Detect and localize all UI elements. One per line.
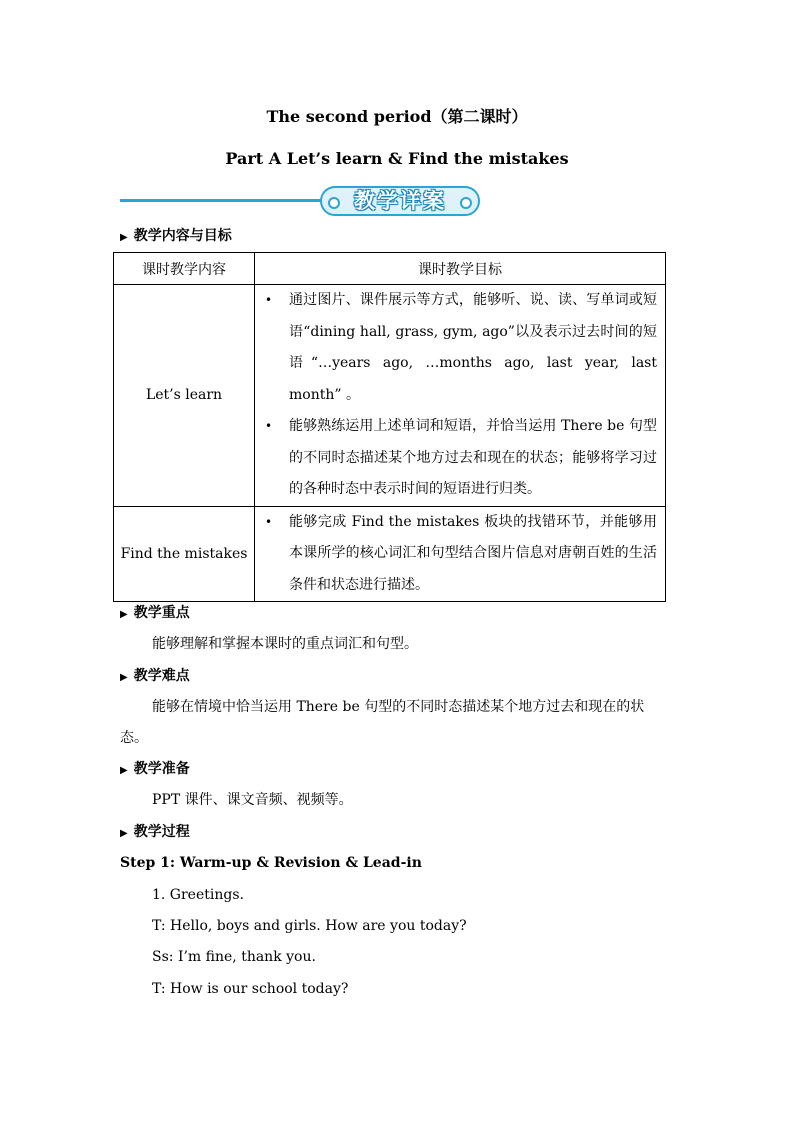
goal-item: • 能够熟练运用上述单词和短语，并恰当运用 There be 句型的不同时态描述某个地方过去和现在的状态；能够将学习过的各种时态中表示时间的短语进行归类。 — [255, 411, 665, 506]
section-heading-process: ▶ 教学过程 — [120, 824, 190, 840]
section-heading-objectives: ▶ 教学内容与目标 — [120, 228, 232, 244]
process-line: T: Hello, boys and girls. How are you today? — [152, 918, 467, 934]
process-line: T: How is our school today? — [152, 981, 349, 997]
section-banner — [120, 183, 680, 219]
triangle-bullet-icon: ▶ — [120, 828, 128, 839]
table-row — [114, 285, 666, 507]
bullet-icon: • — [265, 514, 273, 529]
goal-item: • 通过图片、课件展示等方式，能够听、说、读、写单词或短语“dining hall, grass, gym, ago”以及表示过去时间的短语“…years ago, …months ago, last year, last month” 。 — [255, 285, 665, 411]
difficulties-text: 能够在情境中恰当运用 There be 句型的不同时态描述某个地方过去和现在的状态。 — [120, 699, 645, 746]
banner-pill — [320, 186, 480, 216]
process-line: 1. Greetings. — [152, 887, 244, 903]
process-line: Ss: I’m fine, thank you. — [152, 949, 316, 965]
table-header-cell: 课时教学内容 — [114, 253, 255, 285]
table-row — [114, 506, 666, 602]
page-title: The second period（第二课时） — [266, 107, 528, 126]
preparation-text: PPT 课件、课文音频、视频等。 — [152, 792, 353, 808]
table-header-cell: 课时教学目标 — [255, 253, 666, 285]
section-heading-difficulties: ▶ 教学难点 — [120, 668, 190, 684]
table-cell-goals — [255, 506, 666, 602]
page-subtitle: Part A Let’s learn & Find the mistakes — [225, 149, 569, 168]
step-heading: Step 1: Warm-up & Revision & Lead-in — [120, 855, 422, 871]
triangle-bullet-icon: ▶ — [120, 765, 128, 776]
bullet-icon: • — [265, 293, 273, 307]
objectives-table — [113, 252, 666, 602]
goal-item: • 能够完成 Find the mistakes 板块的找错环节，并能够用本课所学的核心词汇和句型结合图片信息对唐朝百姓的生活条件和状态进行描述。 — [255, 507, 665, 602]
bullet-icon: • — [265, 419, 273, 433]
section-heading-preparation: ▶ 教学准备 — [120, 761, 190, 777]
key-points-text: 能够理解和掌握本课时的重点词汇和句型。 — [152, 636, 418, 652]
table-cell-content: Find the mistakes — [114, 506, 255, 602]
section-heading-key-points: ▶ 教学重点 — [120, 605, 190, 621]
table-cell-content: Let’s learn — [114, 285, 255, 507]
banner-text: 教学详案 — [354, 189, 446, 213]
table-cell-goals — [255, 285, 666, 507]
table-header-row — [114, 253, 666, 285]
triangle-bullet-icon: ▶ — [120, 672, 128, 683]
triangle-bullet-icon: ▶ — [120, 609, 128, 620]
triangle-bullet-icon: ▶ — [120, 232, 128, 243]
